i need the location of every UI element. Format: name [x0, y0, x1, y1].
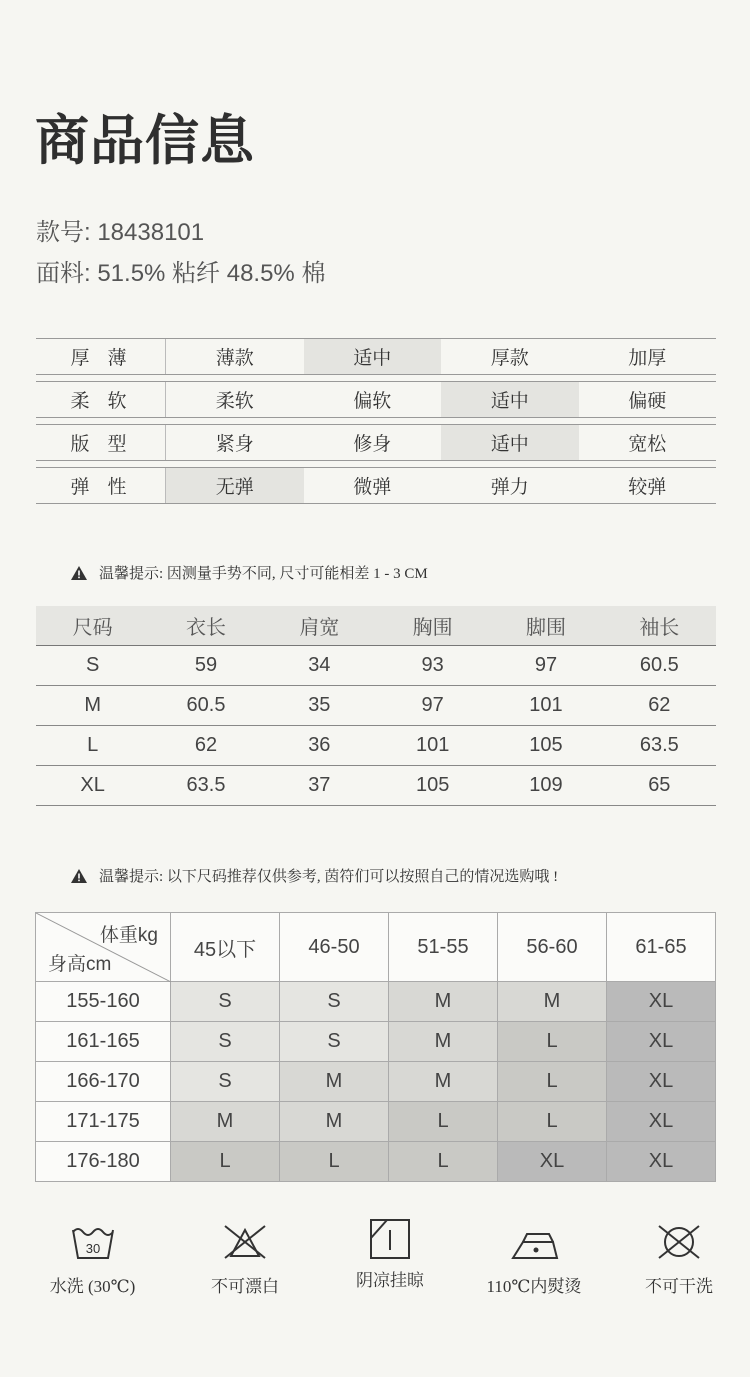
size-cell: 105	[489, 725, 602, 765]
size-cell: M	[36, 685, 149, 725]
size-cell: 60.5	[149, 685, 262, 725]
attribute-option: 微弹	[353, 477, 392, 498]
height-range-cell: 161-165	[36, 1022, 171, 1062]
recommended-size-cell: L	[280, 1142, 389, 1182]
no-dry-clean-icon	[656, 1222, 702, 1262]
size-header-cell: 袖长	[603, 606, 716, 645]
height-range-cell: 155-160	[36, 982, 171, 1022]
no-bleach-icon	[222, 1222, 268, 1262]
attribute-table	[36, 338, 716, 510]
attribute-label: 弹性	[36, 468, 166, 503]
size-cell: 59	[149, 645, 262, 685]
page-title: 商品信息	[35, 111, 255, 171]
weight-range-cell: 56-60	[498, 913, 607, 982]
attribute-row	[36, 381, 716, 418]
attribute-option-selected: 适中	[441, 425, 579, 460]
size-table	[36, 606, 716, 806]
care-item-dry	[335, 1222, 445, 1291]
size-header-cell: 尺码	[36, 606, 149, 645]
attribute-option: 柔软	[215, 391, 254, 412]
attribute-options	[166, 339, 716, 374]
attribute-option: 宽松	[628, 434, 667, 455]
care-label: 水洗 (30℃)	[49, 1277, 136, 1296]
attribute-label: 版型	[36, 425, 166, 460]
recommended-size-cell: L	[498, 1062, 607, 1102]
iron-110-icon	[509, 1222, 559, 1262]
table-row	[36, 685, 716, 725]
attribute-option-selected: 适中	[441, 382, 579, 417]
recommended-size-cell: L	[171, 1142, 280, 1182]
table-row	[36, 725, 716, 765]
size-cell: 101	[376, 725, 489, 765]
size-cell: S	[36, 645, 149, 685]
size-cell: 93	[376, 645, 489, 685]
care-label: 阴凉挂晾	[356, 1271, 424, 1290]
attribute-option: 偏硬	[628, 391, 667, 412]
attribute-option: 薄款	[215, 348, 254, 369]
recommended-size-cell: S	[280, 1022, 389, 1062]
attribute-option: 厚款	[490, 348, 529, 369]
height-range-cell: 171-175	[36, 1102, 171, 1142]
size-recommendation-table	[35, 912, 716, 1182]
attribute-label: 柔软	[36, 382, 166, 417]
attribute-option-selected: 适中	[304, 339, 442, 374]
recommended-size-cell: S	[171, 1062, 280, 1102]
attribute-row	[36, 467, 716, 504]
style-number: 款号: 18438101	[36, 219, 205, 246]
care-label: 不可漂白	[211, 1277, 279, 1296]
size-header-row	[36, 606, 716, 645]
recommended-size-cell: XL	[607, 1062, 716, 1102]
recommended-size-cell: XL	[607, 1142, 716, 1182]
care-item-dry-clean	[630, 1222, 728, 1297]
rec-corner-cell	[36, 913, 171, 982]
recommended-size-cell: S	[171, 1022, 280, 1062]
attribute-option: 较弹	[628, 477, 667, 498]
size-cell: 35	[263, 685, 376, 725]
size-header-cell: 胸围	[376, 606, 489, 645]
weight-label: 体重kg	[99, 925, 158, 946]
table-row	[36, 1062, 716, 1102]
recommended-size-cell: XL	[498, 1142, 607, 1182]
warning-icon	[70, 867, 88, 885]
recommended-size-cell: M	[389, 1062, 498, 1102]
attribute-option: 弹力	[490, 477, 529, 498]
size-cell: 36	[263, 725, 376, 765]
table-row	[36, 645, 716, 685]
attribute-option: 偏软	[353, 391, 392, 412]
size-cell: 101	[489, 685, 602, 725]
attribute-row	[36, 424, 716, 461]
rec-header-row	[36, 913, 716, 982]
wash-30-icon	[70, 1222, 116, 1262]
size-tip-text: 温馨提示: 因测量手势不同, 尺寸可能相差 1 - 3 CM	[99, 566, 428, 582]
recommended-size-cell: M	[171, 1102, 280, 1142]
size-tip	[70, 562, 428, 583]
height-range-cell: 166-170	[36, 1062, 171, 1102]
table-row	[36, 765, 716, 805]
recommended-size-cell: XL	[607, 1022, 716, 1062]
weight-range-cell: 51-55	[389, 913, 498, 982]
shade-dry-icon	[367, 1216, 413, 1262]
attribute-options	[166, 382, 716, 417]
fabric-composition: 面料: 51.5% 粘纤 48.5% 棉	[36, 260, 326, 287]
recommended-size-cell: L	[498, 1022, 607, 1062]
recommended-size-cell: M	[389, 1022, 498, 1062]
care-label: 110℃内熨烫	[486, 1277, 582, 1296]
weight-range-cell: 46-50	[280, 913, 389, 982]
size-cell: 109	[489, 765, 602, 805]
table-row	[36, 1142, 716, 1182]
care-instructions	[0, 1222, 750, 1312]
size-header-cell: 衣长	[149, 606, 262, 645]
table-row	[36, 982, 716, 1022]
height-label: 身高cm	[48, 954, 112, 975]
recommended-size-cell: L	[498, 1102, 607, 1142]
size-cell: L	[36, 725, 149, 765]
size-cell: 62	[603, 685, 716, 725]
attribute-options	[166, 425, 716, 460]
recommended-size-cell: S	[171, 982, 280, 1022]
care-item-bleach	[190, 1222, 300, 1297]
height-range-cell: 176-180	[36, 1142, 171, 1182]
recommended-size-cell: XL	[607, 982, 716, 1022]
size-header-cell: 肩宽	[263, 606, 376, 645]
size-cell: 63.5	[149, 765, 262, 805]
recommended-size-cell: L	[389, 1142, 498, 1182]
recommended-size-cell: M	[498, 982, 607, 1022]
recommended-size-cell: S	[280, 982, 389, 1022]
wash-temperature: 30	[85, 1241, 100, 1256]
table-row	[36, 1102, 716, 1142]
table-row	[36, 1022, 716, 1062]
size-cell: 105	[376, 765, 489, 805]
recommend-tip-text: 温馨提示: 以下尺码推荐仅供参考, 茵符们可以按照自己的情况选购哦 !	[99, 869, 559, 885]
recommended-size-cell: M	[280, 1062, 389, 1102]
attribute-option: 加厚	[628, 348, 667, 369]
attribute-option-selected: 无弹	[166, 468, 304, 503]
attribute-label: 厚薄	[36, 339, 166, 374]
recommended-size-cell: M	[389, 982, 498, 1022]
weight-range-cell: 45以下	[171, 913, 280, 982]
care-item-iron	[478, 1222, 590, 1297]
size-header-cell: 脚围	[489, 606, 602, 645]
size-cell: 97	[489, 645, 602, 685]
size-cell: 62	[149, 725, 262, 765]
size-cell: 34	[263, 645, 376, 685]
size-cell: 37	[263, 765, 376, 805]
care-item-wash	[35, 1222, 150, 1297]
recommended-size-cell: M	[280, 1102, 389, 1142]
attribute-row	[36, 338, 716, 375]
attribute-option: 修身	[353, 434, 392, 455]
care-label: 不可干洗	[645, 1277, 713, 1296]
weight-range-cell: 61-65	[607, 913, 716, 982]
size-cell: XL	[36, 765, 149, 805]
size-cell: 60.5	[603, 645, 716, 685]
warning-icon	[70, 564, 88, 582]
size-cell: 65	[603, 765, 716, 805]
attribute-option: 紧身	[215, 434, 254, 455]
attribute-options	[166, 468, 716, 503]
size-cell: 63.5	[603, 725, 716, 765]
recommended-size-cell: L	[389, 1102, 498, 1142]
recommend-tip	[70, 865, 558, 886]
recommended-size-cell: XL	[607, 1102, 716, 1142]
size-cell: 97	[376, 685, 489, 725]
